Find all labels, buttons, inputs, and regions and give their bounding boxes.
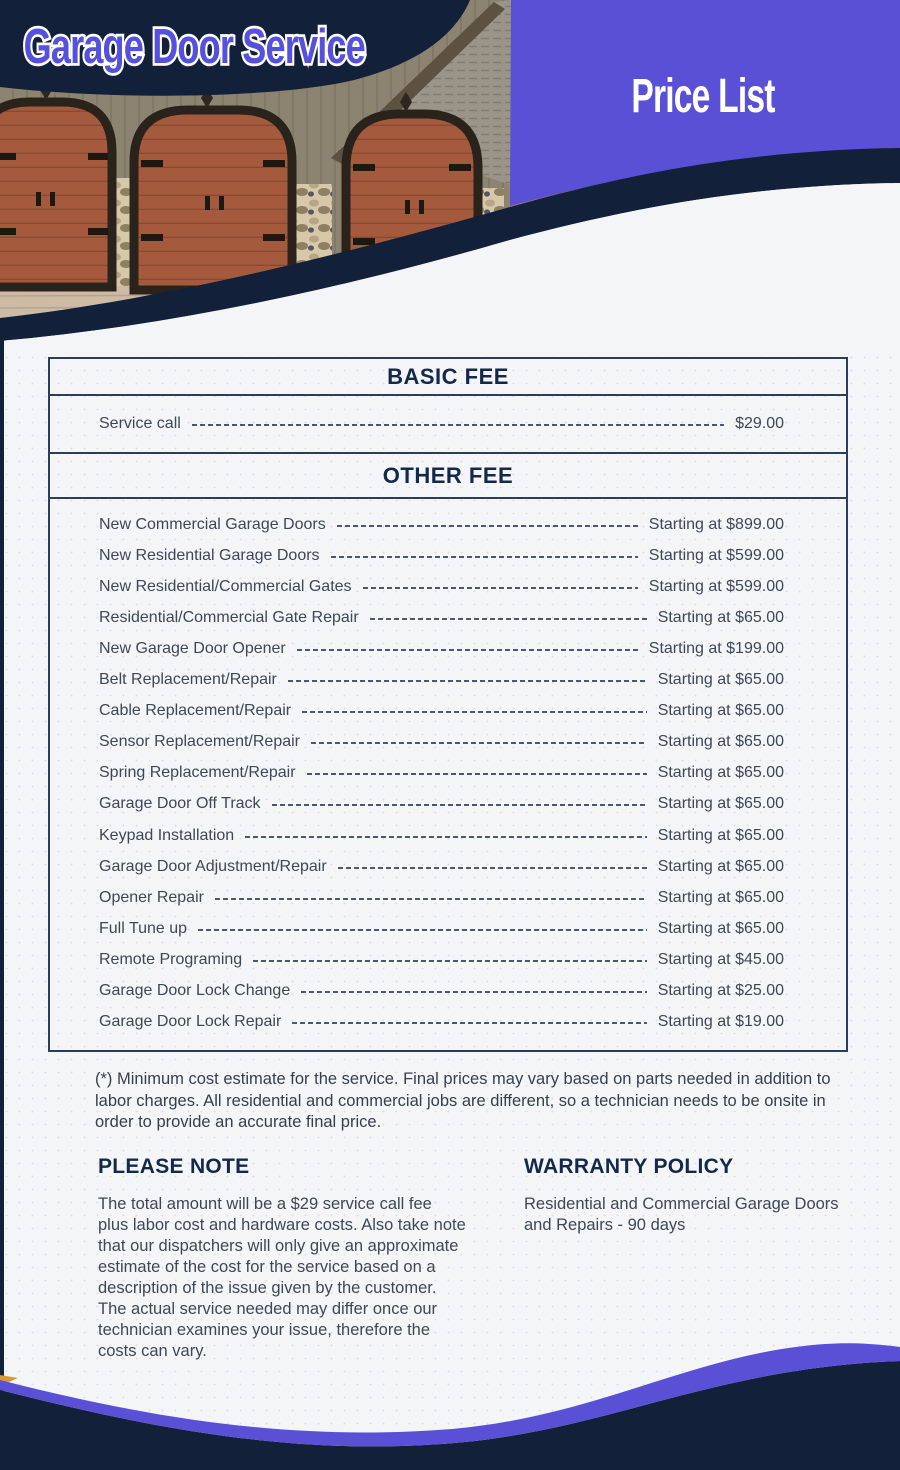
other-fee-title: OTHER FEE xyxy=(50,454,846,499)
left-edge-stripe xyxy=(0,332,4,1470)
fee-item-price: Starting at $899.00 xyxy=(648,516,784,534)
fee-item-label: New Garage Door Opener xyxy=(99,640,286,658)
fee-item-price: Starting at $65.00 xyxy=(657,795,784,813)
dotted-leader xyxy=(272,804,647,806)
fee-item-price: Starting at $65.00 xyxy=(657,671,784,689)
fee-item-price: Starting at $599.00 xyxy=(648,547,784,565)
fee-row xyxy=(99,640,784,658)
dotted-leader xyxy=(363,587,638,589)
page-title xyxy=(631,68,775,123)
fee-item-price: Starting at $599.00 xyxy=(648,578,784,596)
fee-row xyxy=(99,578,784,596)
dotted-leader xyxy=(301,991,646,993)
dotted-leader xyxy=(337,525,638,527)
fee-item-price: Starting at $65.00 xyxy=(657,919,784,937)
fee-item-label: Opener Repair xyxy=(99,888,204,906)
fee-item-label: Keypad Installation xyxy=(99,826,235,844)
fee-row xyxy=(99,1013,784,1031)
dotted-leader xyxy=(215,898,647,900)
header-banner xyxy=(0,0,900,345)
fee-item-label: Residential/Commercial Gate Repair xyxy=(99,609,359,627)
dotted-leader xyxy=(292,1022,646,1024)
fee-item-price: Starting at $65.00 xyxy=(657,702,784,720)
dotted-leader xyxy=(192,424,724,426)
fee-row xyxy=(99,827,784,845)
dotted-leader xyxy=(198,929,647,931)
dotted-leader xyxy=(288,680,647,682)
fee-item-label: Garage Door Lock Repair xyxy=(99,1012,282,1030)
fee-row xyxy=(99,415,784,433)
page-title-text: Price List xyxy=(631,67,775,123)
fee-item-price: Starting at $65.00 xyxy=(657,764,784,782)
basic-fee-list xyxy=(50,396,846,454)
fee-row xyxy=(99,795,784,813)
fee-item-price: Starting at $199.00 xyxy=(648,640,784,658)
fee-item-price: Starting at $65.00 xyxy=(657,888,784,906)
please-note-title: PLEASE NOTE xyxy=(98,1155,250,1178)
fee-row xyxy=(99,702,784,720)
fee-row xyxy=(99,951,784,969)
fee-item-label: Garage Door Adjustment/Repair xyxy=(99,857,327,875)
brand-text: Garage Door Service xyxy=(23,19,365,75)
fee-item-label: New Residential Garage Doors xyxy=(99,547,320,565)
fee-item-label: Belt Replacement/Repair xyxy=(99,671,277,689)
fee-item-price: Starting at $65.00 xyxy=(657,733,784,751)
fee-row xyxy=(99,733,784,751)
price-table xyxy=(48,357,848,1052)
garage-door xyxy=(0,102,112,287)
dotted-leader xyxy=(307,773,647,775)
warranty-title: WARRANTY POLICY xyxy=(524,1155,734,1178)
fee-item-label: Service call xyxy=(99,415,181,432)
fee-item-price: Starting at $45.00 xyxy=(657,950,784,968)
fee-item-label: Garage Door Lock Change xyxy=(99,981,291,999)
fee-item-label: Spring Replacement/Repair xyxy=(99,764,296,782)
fee-item-price: Starting at $65.00 xyxy=(657,857,784,875)
basic-fee-title: BASIC FEE xyxy=(50,359,846,396)
fee-row xyxy=(99,671,784,689)
fee-item-price: $29.00 xyxy=(735,415,784,432)
fee-item-price: Starting at $65.00 xyxy=(657,609,784,627)
fee-item-label: Remote Programing xyxy=(99,950,243,968)
dotted-leader xyxy=(338,867,647,869)
other-fee-list xyxy=(50,499,846,1050)
dotted-leader xyxy=(370,618,647,620)
dotted-leader xyxy=(297,649,638,651)
fee-row xyxy=(99,609,784,627)
dotted-leader xyxy=(253,960,647,962)
garage-door xyxy=(134,110,292,290)
warranty-section xyxy=(524,1155,869,1236)
dotted-leader xyxy=(302,711,647,713)
dotted-leader xyxy=(331,556,638,558)
fee-row xyxy=(99,889,784,907)
fee-item-label: Garage Door Off Track xyxy=(99,795,261,813)
brand-logo xyxy=(24,20,365,75)
fee-item-price: Starting at $19.00 xyxy=(657,1012,784,1030)
fee-row xyxy=(99,516,784,534)
fee-item-price: Starting at $65.00 xyxy=(657,826,784,844)
fee-row xyxy=(99,547,784,565)
footnote: (*) Minimum cost estimate for the service. Final prices may vary based on parts needed in addition to labor charges. All residential and commercial jobs are different, so a technician needs to be onsite in order to provide an accurate final price. xyxy=(95,1070,831,1131)
fee-row xyxy=(99,764,784,782)
fee-item-label: Cable Replacement/Repair xyxy=(99,702,292,720)
dotted-leader xyxy=(311,742,647,744)
fee-item-label: Sensor Replacement/Repair xyxy=(99,733,300,751)
fee-row xyxy=(99,920,784,938)
please-note-body: The total amount will be a $29 service call fee plus labor cost and hardware costs. Also take note that our dispatchers will only give an approximate estimate of the cost for the service based on a description of the issue given by the customer. The actual service needed may differ once our technician examines your issue, therefore the costs can vary. xyxy=(98,1195,466,1360)
fee-item-label: Full Tune up xyxy=(99,919,188,937)
fee-item-label: New Residential/Commercial Gates xyxy=(99,578,352,596)
fee-item-label: New Commercial Garage Doors xyxy=(99,516,326,534)
fee-row xyxy=(99,858,784,876)
footer-wave xyxy=(0,1320,900,1470)
fee-row xyxy=(99,982,784,1000)
dotted-leader xyxy=(245,836,646,838)
warranty-body: Residential and Commercial Garage Doors and Repairs - 90 days xyxy=(524,1195,839,1234)
fee-item-price: Starting at $25.00 xyxy=(657,981,784,999)
